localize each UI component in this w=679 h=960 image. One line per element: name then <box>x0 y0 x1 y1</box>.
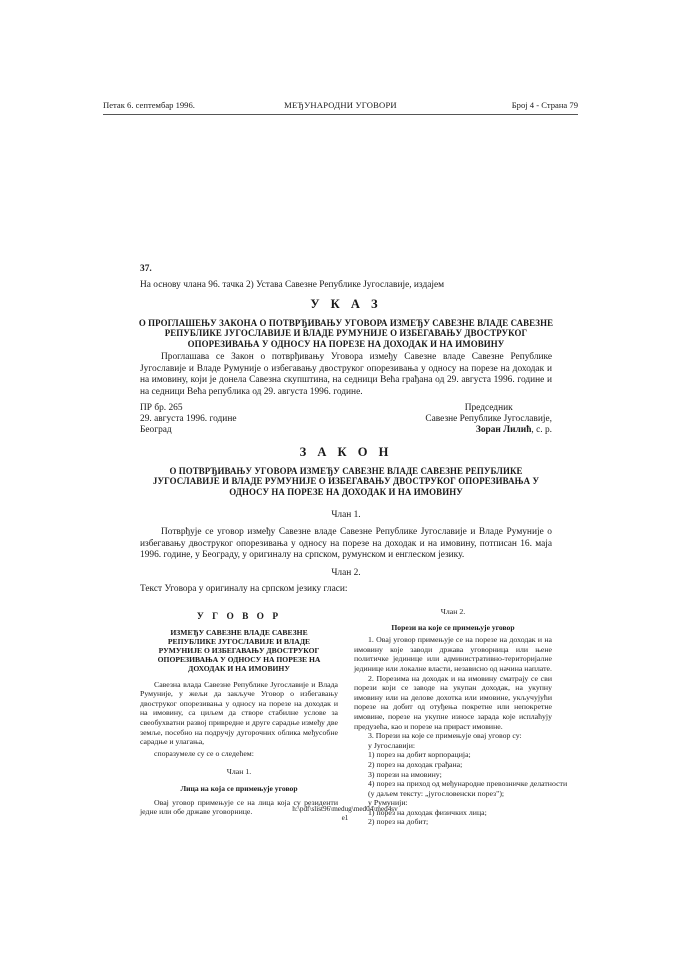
page-header <box>103 100 578 115</box>
president-name: Зоран Лилић <box>475 425 532 436</box>
yugoslavia-item: 2) порез на доходак грађана; <box>368 759 463 769</box>
yugoslavia-item: 4) порез на приход од међународне превозничке делатности <box>368 779 568 789</box>
treaty-subtitle: ИЗМЕЂУ САВЕЗНЕ ВЛАДЕ САВЕЗНЕ РЕПУБЛИКЕ ЈУГОСЛАВИЈЕ И ВЛАДЕ РУМУНИЈЕ О ИЗБЕГАВАЊУ ДВОСТРУКОГ ОПОРЕЗИВАЊА У ОДНОСУ НА ПОРЕЗЕ НА ДОХОДАК И НА ИМОВИНУ <box>157 627 321 674</box>
romania-item: 1) порез на доходак физичких лица; <box>368 807 487 817</box>
romania-item: 2) порез на добит; <box>368 817 429 827</box>
footer-file-path: h:\pdf\slist96\medug\med04\med4sv <box>292 805 398 813</box>
president-suffix: , с. р. <box>531 425 552 436</box>
header-issue-page: Број 4 - Страна 79 <box>511 100 578 110</box>
ukaz-subtitle: О ПРОГЛАШЕЊУ ЗАКОНА О ПОТВРЂИВАЊУ УГОВОРА ИЗМЕЂУ САВЕЗНЕ ВЛАДЕ САВЕЗНЕ РЕПУБЛИКЕ ЈУГОСЛАВИЈЕ И ВЛАДЕ РУМУНИЈЕ О ИЗБЕГАВАЊУ ДВОСТРУКОГ ОПОРЕЗИВАЊА У ОДНОСУ НА ПОРЕЗЕ НА ДОХОДАК И НА ИМОВИНУ <box>138 318 554 349</box>
yugoslavia-item: 1) порез на добит корпорација; <box>368 750 471 760</box>
article1-heading: Члан 1. <box>331 510 361 520</box>
page-footer <box>280 805 410 823</box>
yugoslavia-item: 3) порези на имовину; <box>368 769 442 779</box>
intro-text: На основу члана 96. тачка 2) Устава Савезне Републике Југославије, издајем <box>140 280 445 290</box>
treaty-article1-heading: Члан 1. <box>226 767 252 777</box>
document-number: 37. <box>140 264 152 274</box>
treaty-preamble: Савезна влада Савезне Републике Југославије и Влада Румуније, у жељи да закључе Уговор о избегавању двоструког опорезивања у односу на порезе на доходак и на имовину, са циљем да створе стабилне услове за свеобухватни развој привредне и друге сарадње између две земље, посебно на подручју дугорочних облика међусобне сарадње и улагања, <box>140 679 338 747</box>
treaty-article2-heading: Члан 2. <box>440 607 466 616</box>
reference-place: Београд <box>140 425 172 436</box>
header-date: Петак 6. септембар 1996. <box>103 100 195 110</box>
treaty-agreed: споразумеле су се о следећем: <box>154 748 254 758</box>
reference-date: 29. августа 1996. године <box>140 414 237 425</box>
treaty-left-column <box>140 613 338 817</box>
reference-number: ПР бр. 265 <box>140 403 183 413</box>
treaty-article1-title: Лица на која се примењује уговор <box>180 783 298 793</box>
zakon-subtitle: О ПОТВРЂИВАЊУ УГОВОРА ИЗМЕЂУ САВЕЗНЕ ВЛАДЕ САВЕЗНЕ РЕПУБЛИКЕ ЈУГОСЛАВИЈЕ И ВЛАДЕ РУМУНИЈЕ О ИЗБЕГАВАЊУ ДВОСТРУКОГ ОПОРЕЗИВАЊА У ОДНОСУ НА ПОРЕЗЕ НА ДОХОДАК И НА ИМОВИНУ <box>152 466 540 497</box>
ukaz-text: Проглашава се Закон о потврђивању Уговора између Савезне владе Савезне Републике Југославије и Владе Румуније о избегавању двоструког опорезивања у односу на порезе на доходак и на имовину, који је донела Савезна скупштина, на седници Већа грађана од 29. августа 1996. године и на седници Већа република од 29. августа 1996. године. <box>140 352 552 397</box>
treaty-article2-p3: 3. Порези на које се примењује овај уговор су: <box>368 731 522 741</box>
yugoslavia-label: у Југославији: <box>368 740 416 750</box>
signature-president <box>425 403 552 437</box>
article1-text: Потврђује се уговор између Савезне владе Савезне Републике Југославије и Владе Румуније о избегавању двоструког опорезивања у односу на порезе на доходак и на имовину, потписан 16. маја 1996. године, у Београду, у оригиналу на српском, румунском и енглеском језику. <box>140 527 552 561</box>
president-signature <box>425 425 552 436</box>
president-title: Председник <box>464 403 513 413</box>
treaty-article2-p2: 2. Порезима на доходак и на имовину сматрају се сви порези који се заводе на укупан доходак, на укупну имовину или на делове дохотка или имовине, укључујући порезе на добит од отуђења покретне или непокретне имовине, порезе на укупне износе зарада које исплаћују предузећа, као и порезе на прираст имовине. <box>354 673 552 731</box>
article2-text: Текст Уговора у оригиналу на српском језику гласи: <box>140 584 348 594</box>
ukaz-title: У К А З <box>310 297 382 311</box>
treaty-article2-p1: 1. Овај уговор примењује се на порезе на доходак и на имовину које заводи држава уговорница или њене политичке јединице или административно-територијалне јединице или локалне власти, независно од начина наплате. <box>354 635 552 673</box>
yugoslavia-item: (у даљем тексту: „југословенски порез"); <box>368 788 505 798</box>
header-publication: МЕЂУНАРОДНИ УГОВОРИ <box>284 100 397 110</box>
article2-heading: Члан 2. <box>331 568 361 578</box>
treaty-right-column <box>354 607 568 827</box>
treaty-article1-text: Овај уговор примењује се на лица која су резиденти једне или обе државе уговорнице. <box>140 797 338 817</box>
romania-label: у Румунији: <box>368 798 408 808</box>
president-country: Савезне Републике Југославије, <box>425 414 552 425</box>
treaty-article2-title: Порези на које се примењује уговор <box>391 622 515 632</box>
treaty-title: У Г О В О Р <box>196 612 282 622</box>
zakon-title: З А К О Н <box>299 445 393 459</box>
signature-reference <box>140 403 237 437</box>
footer-page-code: e1 <box>341 814 349 822</box>
